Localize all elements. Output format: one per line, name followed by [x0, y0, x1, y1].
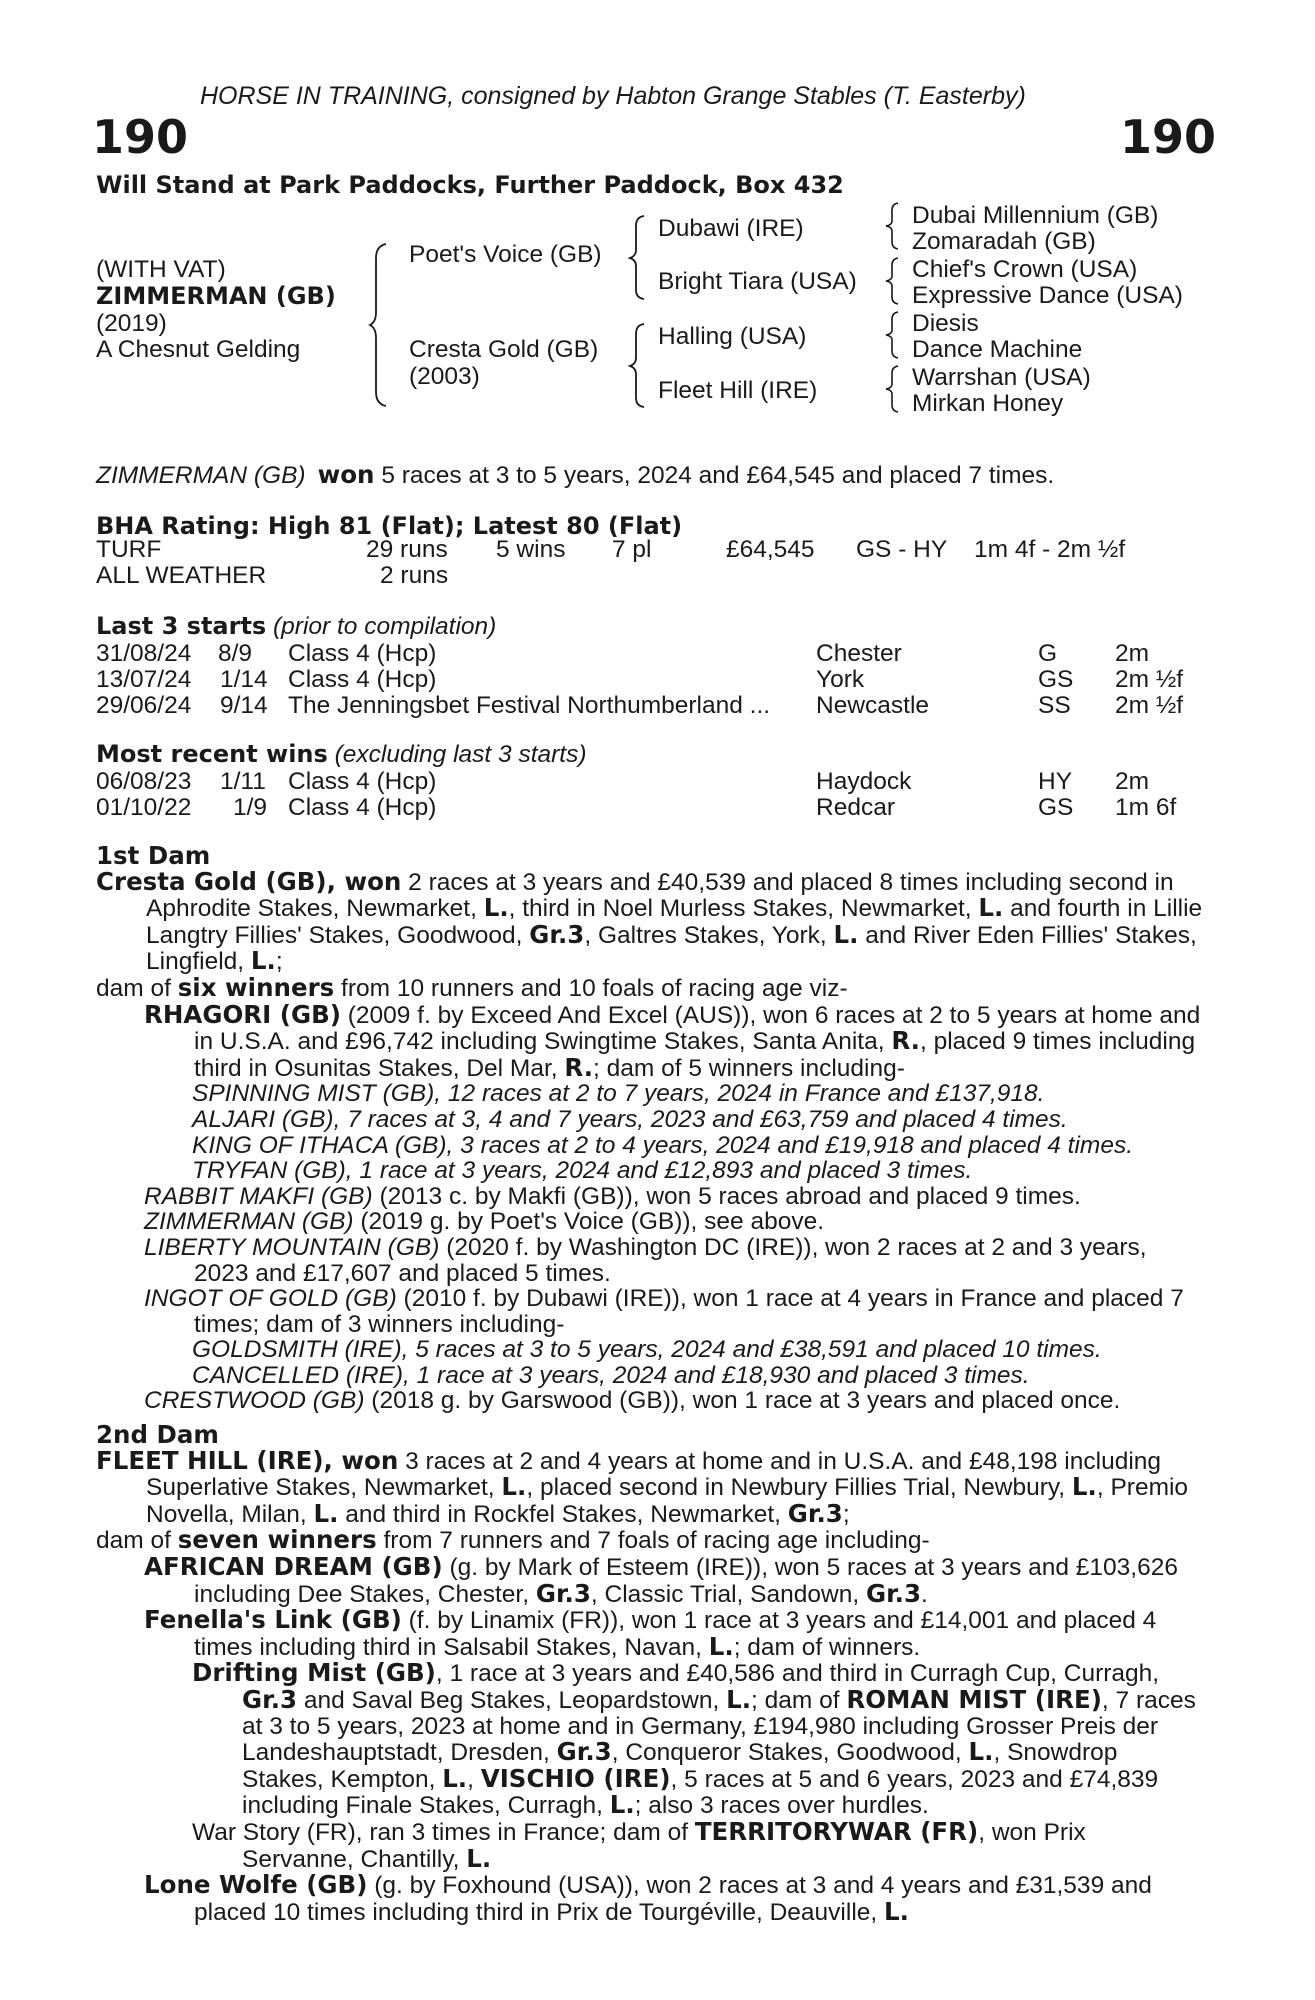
second-dam-record: FLEET HILL (IRE), won 3 races at 2 and 4 years at home and in U.S.A. and £48,198 including Superlative Stakes, Newmarket, L., placed second in Newbury Fillies Trial, Newbury, L., Premio Novella, Milan, L. and third in Rockfel Stakes, Newmarket, Gr.3; — [96, 1445, 1189, 1528]
horse-description: A Chesnut Gelding — [96, 336, 301, 363]
last-3-starts-title: Last 3 starts (prior to compilation) — [96, 612, 497, 640]
second-dam-section — [96, 1422, 1204, 1925]
granddam-3: Dance Machine — [912, 336, 1083, 363]
bha-rating-title: BHA Rating: High 81 (Flat); Latest 80 (Flat) — [96, 512, 683, 540]
pedigree-bracket-g2 — [884, 255, 906, 307]
produce-entry: CRESTWOOD (GB) (2018 g. by Garswood (GB)), won 1 race at 3 years and placed once. — [144, 1387, 1121, 1415]
granddam-4: Mirkan Honey — [912, 390, 1064, 417]
recent-wins-title: Most recent wins (excluding last 3 starts) — [96, 740, 587, 768]
grandsire-3: Diesis — [912, 310, 979, 337]
pedigree-bracket-g1 — [884, 200, 906, 252]
stand-location: Will Stand at Park Paddocks, Further Paddock, Box 432 — [96, 171, 844, 199]
produce-entry: SPINNING MIST (GB), 12 races at 2 to 7 years, 2024 in France and £137,918. — [192, 1080, 1045, 1108]
horse-year: (2019) — [96, 310, 167, 337]
dam: Cresta Gold (GB) — [409, 336, 599, 363]
first-dam-heading: 1st Dam — [96, 841, 211, 870]
turf-wins: 5 wins — [496, 536, 566, 563]
produce-entry: KING OF ITHACA (GB), 3 races at 2 to 4 years, 2024 and £19,918 and placed 4 times. — [192, 1131, 1134, 1159]
sire-dam: Bright Tiara (USA) — [658, 268, 857, 295]
turf-prize: £64,545 — [726, 536, 815, 563]
first-dam-produce-intro: dam of six winners from 10 runners and 10 foals of racing age viz- — [96, 972, 848, 1002]
pedigree-bracket-sire — [628, 212, 654, 302]
turf-placed: 7 pl — [612, 536, 652, 563]
produce-entry: War Story (FR), ran 3 times in France; dam of TERRITORYWAR (FR), won Prix Servanne, Chantilly, L. — [192, 1816, 1086, 1873]
grandsire-1: Dubai Millennium (GB) — [912, 202, 1159, 229]
granddam-1: Zomaradah (GB) — [912, 228, 1096, 255]
aw-runs: 2 runs — [380, 562, 449, 589]
produce-entry: CANCELLED (IRE), 1 race at 3 years, 2024 and £18,930 and placed 3 times. — [192, 1361, 1030, 1389]
consignment-header: HORSE IN TRAINING, consigned by Habton Grange Stables (T. Easterby) — [200, 82, 1026, 110]
lot-number-left: 190 — [92, 110, 189, 164]
lot-number-right: 190 — [1120, 110, 1217, 164]
horse-name: ZIMMERMAN (GB) — [96, 282, 336, 310]
pedigree-bracket-dam — [628, 320, 654, 410]
sire: Poet's Voice (GB) — [409, 241, 602, 268]
produce-entry: GOLDSMITH (IRE), 5 races at 3 to 5 years, 2024 and £38,591 and placed 10 times. — [192, 1336, 1102, 1364]
produce-entry: INGOT OF GOLD (GB) (2010 f. by Dubawi (IRE)), won 1 race at 4 years in France and placed 7 times; dam of 3 winners including- — [144, 1285, 1184, 1338]
dam-year: (2003) — [409, 363, 480, 390]
grandsire-4: Warrshan (USA) — [912, 364, 1091, 391]
pedigree-bracket-g3 — [884, 309, 906, 361]
produce-entry: ALJARI (GB), 7 races at 3, 4 and 7 years, 2023 and £63,759 and placed 4 times. — [192, 1105, 1068, 1133]
produce-entry: RABBIT MAKFI (GB) (2013 c. by Makfi (GB)), won 5 races abroad and placed 9 times. — [144, 1182, 1081, 1210]
second-dam-produce-intro: dam of seven winners from 7 runners and 7 foals of racing age including- — [96, 1525, 930, 1555]
produce-entry: Drifting Mist (GB), 1 race at 3 years and £40,586 and third in Curragh Cup, Curragh, Gr.3 and Saval Beg Stakes, Leopardstown, L.; dam of ROMAN MIST (IRE), 7 races at 3 to 5 years, 2023 at home and in Germany, £194,980 including Grosser Preis der Landeshauptstadt, Dresden, Gr.3, Conqueror Stakes, Goodwood, L., Snowdrop Stakes, Kempton, L., VISCHIO (IRE), 5 races at 5 and 6 years, 2023 and £74,839 including Finale Stakes, Curragh, L.; also 3 races over hurdles. — [192, 1658, 1196, 1820]
turf-distance: 1m 4f - 2m ½f — [974, 536, 1126, 563]
turf-runs: 29 runs — [366, 536, 448, 563]
granddam-2: Expressive Dance (USA) — [912, 282, 1183, 309]
produce-entry: TRYFAN (GB), 1 race at 3 years, 2024 and £12,893 and placed 3 times. — [192, 1157, 973, 1185]
produce-entry: LIBERTY MOUNTAIN (GB) (2020 f. by Washington DC (IRE)), won 2 races at 2 and 3 years, 2023 and £17,607 and placed 5 times. — [144, 1233, 1147, 1287]
turf-going: GS - HY — [856, 536, 948, 563]
first-dam-section — [96, 843, 1204, 1414]
pedigree-bracket-g4 — [884, 363, 906, 415]
sire-sire: Dubawi (IRE) — [658, 215, 804, 242]
aw-label: ALL WEATHER — [96, 562, 267, 589]
race-summary: ZIMMERMAN (GB) won 5 races at 3 to 5 years, 2024 and £64,545 and placed 7 times. — [96, 460, 1055, 489]
produce-entry: ZIMMERMAN (GB) (2019 g. by Poet's Voice (GB)), see above. — [144, 1208, 825, 1236]
turf-label: TURF — [96, 536, 162, 563]
vat-note: (WITH VAT) — [96, 256, 226, 283]
second-dam-heading: 2nd Dam — [96, 1420, 219, 1449]
produce-entry: Fenella's Link (GB) (f. by Linamix (FR)), won 1 race at 3 years and £14,001 and placed 4 times including third in Salsabil Stakes, Navan, L.; dam of winners. — [144, 1605, 1157, 1661]
grandsire-2: Chief's Crown (USA) — [912, 256, 1138, 283]
produce-entry: Lone Wolfe (GB) (g. by Foxhound (USA)), won 2 races at 3 and 4 years and £31,539 and placed 10 times including third in Prix de Tourgéville, Deauville, L. — [144, 1870, 1152, 1926]
dam-dam: Fleet Hill (IRE) — [658, 377, 818, 404]
first-dam-record: Cresta Gold (GB), won 2 races at 3 years and £40,539 and placed 8 times including second in Aphrodite Stakes, Newmarket, L., third in Noel Murless Stakes, Newmarket, L. and fourth in Lillie Langtry Fillies' Stakes, Goodwood, Gr.3, Galtres Stakes, York, L. and River Eden Fillies' Stakes, Lingfield, L.; — [96, 866, 1203, 976]
pedigree-bracket-main — [368, 240, 398, 410]
dam-sire: Halling (USA) — [658, 323, 807, 350]
produce-entry: AFRICAN DREAM (GB) (g. by Mark of Esteem (IRE)), won 5 races at 3 years and £103,626 including Dee Stakes, Chester, Gr.3, Classic Trial, Sandown, Gr.3. — [144, 1551, 1178, 1608]
produce-entry: RHAGORI (GB) (2009 f. by Exceed And Excel (AUS)), won 6 races at 2 to 5 years at home and in U.S.A. and £96,742 including Swingtime Stakes, Santa Anita, R., placed 9 times including third in Osunitas Stakes, Del Mar, R.; dam of 5 winners including- — [144, 999, 1201, 1082]
